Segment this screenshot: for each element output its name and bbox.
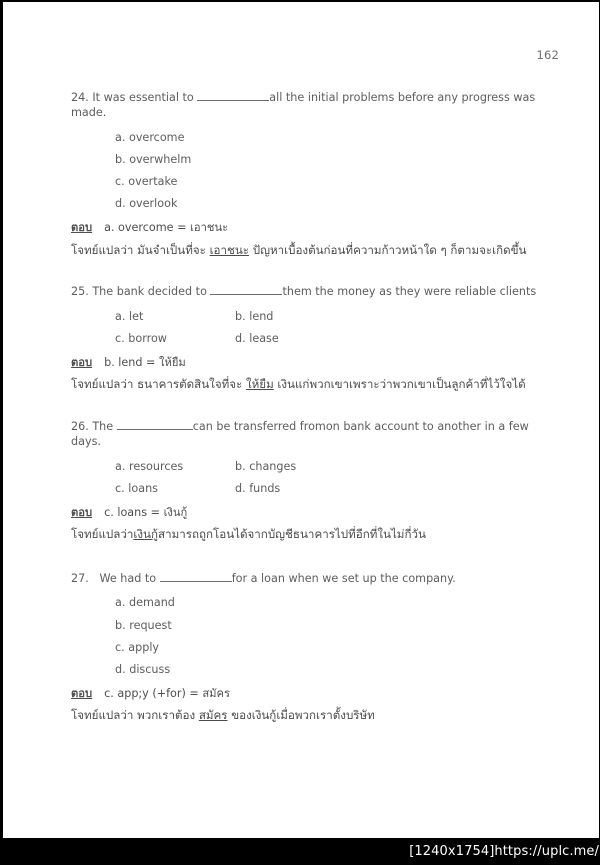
- questions-container: [71, 90, 551, 724]
- option-d-26[interactable]: d. funds: [235, 481, 281, 495]
- answer-line-27: [71, 687, 551, 702]
- explanation-line-25: [71, 377, 551, 393]
- explanation-after-24: ปัญหาเบื้องต้นก่อนที่ความก้าวหน้าใด ๆ ก็ตามจะเกิดขึ้น: [249, 242, 527, 257]
- explanation-keyword-25: ให้ยืม: [245, 377, 274, 392]
- answer-label-27: ตอบ: [71, 686, 93, 700]
- option-row: [71, 148, 551, 170]
- explanation-keyword-27: สมัคร: [198, 708, 228, 723]
- stem-text-after-25: them the money as they were reliable clients: [282, 285, 537, 299]
- explanation-line-24: [71, 243, 551, 259]
- option-b-27[interactable]: b. request: [115, 618, 172, 632]
- answer-blank-25: [210, 285, 282, 295]
- option-row: [71, 636, 551, 658]
- page-sheet: [3, 2, 599, 838]
- section-spacer: [71, 258, 551, 284]
- answer-label-25: ตอบ: [71, 355, 93, 369]
- answer-line-26: [71, 506, 551, 521]
- option-row: [71, 171, 551, 193]
- option-c-27[interactable]: c. apply: [115, 640, 160, 654]
- explanation-before-25: โจทย์แปลว่า ธนาคารตัดสินใจที่จะ: [71, 377, 246, 392]
- answer-text-26: c. loans = เงินกู้: [104, 505, 188, 519]
- option-a-26[interactable]: a. resources: [115, 459, 184, 473]
- stem-text-before-24: 24. It was essential to: [71, 91, 198, 104]
- explanation-before-26: โจทย์แปลว่า: [71, 527, 134, 542]
- option-row: [71, 193, 551, 215]
- explanation-after-25: เงินแก่พวกเขาเพราะว่าพวกเขาเป็นลูกค้าที่ไว้ใจได้: [273, 377, 526, 392]
- question-block-25: [71, 284, 551, 393]
- option-a-24[interactable]: a. overcome: [115, 130, 185, 144]
- question-stem-24: [71, 90, 551, 120]
- option-d-24[interactable]: d. overlook: [115, 197, 178, 211]
- option-b-24[interactable]: b. overwhelm: [115, 152, 192, 166]
- answer-line-24: [71, 221, 551, 236]
- options-list-27: [71, 592, 551, 681]
- option-row: [71, 614, 551, 636]
- section-spacer: [71, 543, 551, 571]
- page-number: 162: [536, 48, 559, 62]
- answer-text-27: c. app;y (+for) = สมัคร: [104, 686, 231, 700]
- option-d-27[interactable]: d. discuss: [115, 663, 171, 676]
- section-spacer: [71, 393, 551, 419]
- option-d-25[interactable]: d. lease: [235, 332, 279, 346]
- answer-text-24: a. overcome = เอาชนะ: [104, 221, 229, 235]
- stem-text-before-26: 26. The: [71, 419, 117, 433]
- options-list-24: [71, 126, 551, 215]
- answer-blank-26: [117, 420, 193, 430]
- option-a-25[interactable]: a. let: [115, 309, 144, 323]
- answer-blank-24: [197, 91, 269, 101]
- explanation-keyword-24: เอาชนะ: [209, 242, 250, 257]
- explanation-before-27: โจทย์แปลว่า พวกเราต้อง: [71, 708, 199, 723]
- stem-text-before-25: 25. The bank decided to: [71, 285, 211, 299]
- footer-watermark-text[interactable]: [1240x1754]https://uplc.me/: [409, 844, 599, 859]
- question-block-27: [71, 571, 551, 724]
- option-row: [71, 328, 551, 350]
- answer-label-26: ตอบ: [71, 505, 93, 519]
- explanation-after-26: สามารถถูกโอนได้จากบัญชีธนาคารไปที่อีกที่ในไม่กี่วัน: [158, 527, 426, 542]
- option-row: [71, 592, 551, 614]
- explanation-after-27: ของเงินกู้เมื่อพวกเราตั้งบริษัท: [227, 708, 375, 723]
- option-b-26[interactable]: b. changes: [235, 459, 297, 473]
- stem-text-after-24: all the initial problems before any progress was made.: [71, 91, 539, 120]
- option-row: [71, 126, 551, 148]
- explanation-line-27: [71, 708, 551, 724]
- answer-blank-27: [160, 572, 232, 582]
- option-a-27[interactable]: a. demand: [115, 596, 175, 610]
- question-block-24: [71, 90, 551, 258]
- answer-label-24: ตอบ: [71, 221, 93, 235]
- question-block-26: [71, 419, 551, 543]
- option-c-25[interactable]: c. borrow: [115, 332, 167, 346]
- question-stem-26: [71, 419, 551, 449]
- option-row: [71, 305, 551, 327]
- stem-text-after-26: can be transferred fromon bank account to another in a few days.: [71, 419, 533, 449]
- option-c-24[interactable]: c. overtake: [115, 175, 178, 189]
- stem-text-after-27: for a loan when we set up the company.: [231, 571, 456, 585]
- option-row: [71, 659, 551, 681]
- option-b-25[interactable]: b. lend: [235, 309, 274, 323]
- option-row: [71, 455, 551, 477]
- answer-text-25: b. lend = ให้ยืม: [104, 355, 186, 369]
- explanation-before-24: โจทย์แปลว่า มันจำเป็นที่จะ: [71, 242, 210, 257]
- options-list-26: [71, 455, 551, 499]
- stem-text-before-27: 27. We had to: [71, 571, 160, 585]
- options-list-25: [71, 305, 551, 349]
- question-stem-27: [71, 571, 551, 586]
- explanation-keyword-26: เงินกู้: [133, 527, 158, 542]
- explanation-line-26: [71, 527, 551, 543]
- option-row: [71, 477, 551, 499]
- option-c-26[interactable]: c. loans: [115, 481, 158, 495]
- footer-watermark-bar: [3, 838, 600, 865]
- question-stem-25: [71, 284, 551, 299]
- answer-line-25: [71, 356, 551, 371]
